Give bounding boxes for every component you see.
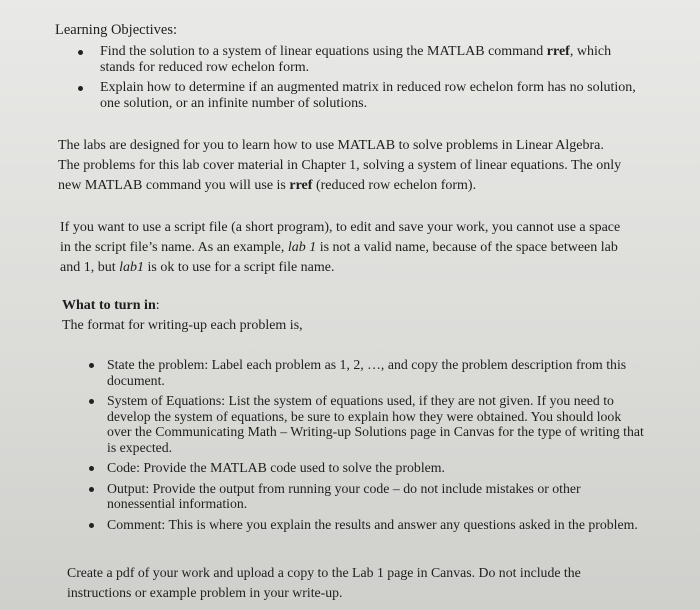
intro-paragraph: The labs are designed for you to learn how to use MATLAB to solve problems in Linear Algebra. The problems for this lab cover material in Chapter 1, solving a system of linear equations. The only new MATLAB command you will use is rref (reduced row echelon form). <box>58 138 622 193</box>
rref-command: rref <box>546 44 570 59</box>
what-to-turn-in-heading: What to turn in: <box>62 298 160 313</box>
objectives-list <box>100 44 640 112</box>
turn-in-item: Comment: This is where you explain the results and answer any questions asked in the problem. <box>107 517 647 533</box>
objective-item: Explain how to determine if an augmented matrix in reduced row echelon form has no solution, one solution, or an infinite number of solutions. <box>100 80 640 112</box>
turn-in-item: Output: Provide the output from running your code – do not include mistakes or other nonessential information. <box>107 481 647 512</box>
script-file-paragraph: If you want to use a script file (a short program), to edit and save your work, you cannot use a space in the script file’s name. As an example, lab 1 is not a valid name, because of the space between lab and 1, but lab1 is ok to use for a script file name. <box>60 220 621 275</box>
turn-in-item: State the problem: Label each problem as 1, 2, …, and copy the problem description from this document. <box>107 357 647 388</box>
format-line: The format for writing-up each problem is, <box>62 318 303 333</box>
turn-in-list <box>107 357 647 537</box>
closing-instructions: Create a pdf of your work and upload a copy to the Lab 1 page in Canvas. Do not include the instructions or example problem in your write-up. <box>67 565 581 600</box>
turn-in-item: Code: Provide the MATLAB code used to solve the problem. <box>107 460 647 476</box>
turn-in-item: System of Equations: List the system of equations used, if they are not given. If you need to develop the system of equations, be sure to explain how they were obtained. You should look over the Communicating Math – Writing-up Solutions page in Canvas for the type of writing that is expected. <box>107 393 647 455</box>
objective-item: Find the solution to a system of linear equations using the MATLAB command rref, which stands for reduced row echelon form. <box>100 44 640 76</box>
learning-objectives-heading: Learning Objectives: <box>55 22 177 38</box>
rref-command: rref <box>289 178 313 193</box>
